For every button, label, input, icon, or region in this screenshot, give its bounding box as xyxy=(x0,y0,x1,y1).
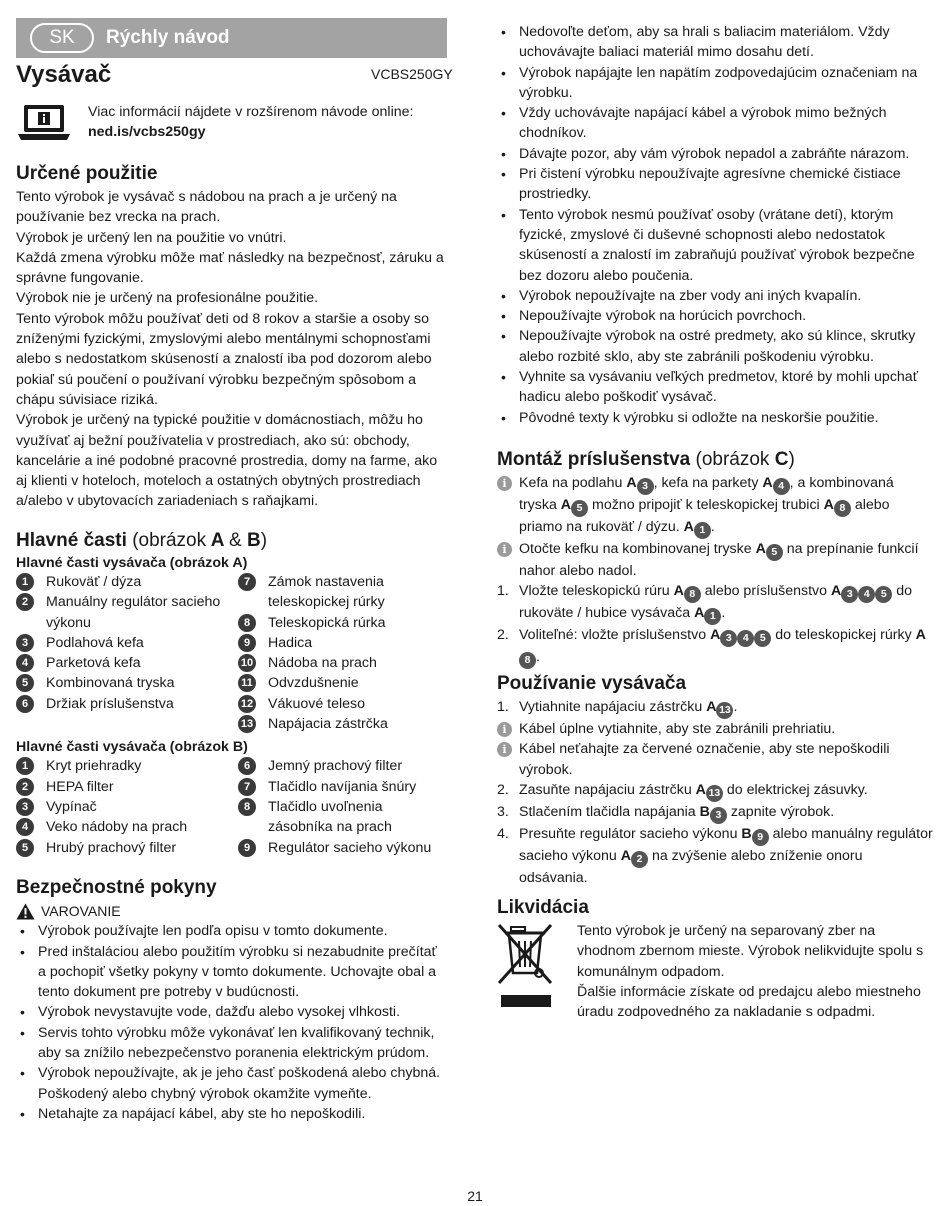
main-parts-section xyxy=(16,529,448,858)
usage-section xyxy=(497,672,933,888)
banner-title: Rýchly návod xyxy=(106,26,230,48)
part-item: 11 Odvzdušnenie xyxy=(238,673,448,693)
usage-step-2: 2. Zasuňte napájaciu zástrčku A 13 do elektrickej zásuvky. xyxy=(497,780,933,802)
usage-step-4: 4. Presuňte regulátor sacieho výkonu B 9 alebo manuálny regulátor sacieho výkonu A 2 na zvýšenie alebo zníženie onoru odsávania. xyxy=(497,825,933,886)
language-badge: SK xyxy=(30,23,94,53)
assembly-step-1: 1. Vložte teleskopickú rúru A 8 alebo príslušenstvo A 3 4 5 do rukoväte / hubice vysávača A 1 . xyxy=(497,581,933,625)
part-item: 4 Parketová kefa xyxy=(16,653,238,673)
part-item: 8 Teleskopická rúrka xyxy=(238,613,448,633)
intended-use-section xyxy=(16,162,448,512)
info-text: Viac informácií nájdete v rozšírenom návode online: xyxy=(88,104,414,120)
disposal-paragraph: Ďalšie informácie získate od predajcu alebo miestneho úradu zodpovedného za nakladanie s odpadmi. xyxy=(577,983,921,1021)
safety-item: • Výrobok nevystavujte vode, dažďu alebo vysokej vlhkosti. xyxy=(16,1002,448,1022)
part-item: 6 Jemný prachový filter xyxy=(238,756,448,776)
assembly-info-1: i Kefa na podlahu A 3 , kefa na parkety A 4 , a kombinovaná tryska A 5 možno pripojiť k teleskopickej trubici A 8 alebo priamo na rukoväť / dýzu. A 1 . xyxy=(497,473,933,539)
page-number: 21 xyxy=(467,1188,483,1204)
safety-item: • Netahajte za napájací kábel, aby ste ho nepoškodili. xyxy=(16,1104,448,1124)
safety-heading: Bezpečnostné pokyny xyxy=(16,877,217,898)
part-item: 6 Držiak príslušenstva xyxy=(16,694,238,714)
part-item: 1 Rukoväť / dýza xyxy=(16,572,238,592)
parts-a-list xyxy=(16,572,448,734)
assembly-heading: Montáž príslušenstva (obrázok C) xyxy=(497,449,795,470)
safety-item: • Výrobok nepoužívajte na zber vody ani iných kvapalín. xyxy=(497,286,933,306)
assembly-section xyxy=(497,448,933,669)
safety-item: • Nepoužívajte výrobok na horúcich povrchoch. xyxy=(497,306,933,326)
part-item: 4 Veko nádoby na prach xyxy=(16,817,238,837)
part-item: 13 Napájacia zástrčka xyxy=(238,714,448,734)
safety-item: • Tento výrobok nesmú používať osoby (vrátane detí), ktorým fyzické, zmyslové či duševné schopnosti alebo nedostatok skúseností a znalostí im zabraňujú používať výrobok bezpečne bez dozoru alebo poučenia. xyxy=(497,205,933,286)
crossed-bin-icon xyxy=(497,921,555,1009)
part-item: 5 Kombinovaná tryska xyxy=(16,673,238,693)
intended-use-paragraph: Výrobok nie je určený na profesionálne použitie. xyxy=(16,290,319,307)
product-title: Vysávač xyxy=(16,61,112,88)
safety-item: • Výrobok nepoužívajte, ak je jeho časť poškodená alebo chybná. Poškodený alebo chybný výrobok okamžite vymeňte. xyxy=(16,1063,448,1104)
laptop-info-icon xyxy=(18,104,70,142)
usage-step-1: 1. Vytiahnite napájaciu zástrčku A 13 . xyxy=(497,697,933,719)
main-parts-heading: Hlavné časti (obrázok A & B) xyxy=(16,530,268,551)
part-item: 1 Kryt priehradky xyxy=(16,756,238,776)
safety-continued xyxy=(497,22,933,428)
intended-use-paragraph: Výrobok je určený na typické použitie v domácnostiach, môžu ho využívať aj bežní používatelia v prostrediach, ako sú: obchody, kancelárie a iné podobné pracovné prostredia, domy na farme, ako aj klienti v hoteloch, moteloch a ostatných obytných prostrediach a/alebo v ubytovacích zariadeniach s raňajkami. xyxy=(16,412,438,510)
disposal-section xyxy=(497,896,933,1022)
part-item: 10 Nádoba na prach xyxy=(238,653,448,673)
part-item: 12 Vákuové teleso xyxy=(238,694,448,714)
disposal-paragraph: Tento výrobok je určený na separovaný zber na vhodnom zbernom mieste. Výrobok nelikvidujte spolu s komunálnym odpadom. xyxy=(577,923,924,980)
safety-item: • Nepoužívajte výrobok na ostré predmety, ako sú klince, skrutky alebo rozbité sklo, aby ste zabránili poškodeniu výrobku. xyxy=(497,326,933,367)
warning-label: VAROVANIE xyxy=(16,901,448,921)
parts-b-title: Hlavné časti vysávača (obrázok B) xyxy=(16,739,248,756)
part-item: 3 Podlahová kefa xyxy=(16,633,238,653)
safety-item: • Výrobok používajte len podľa opisu v tomto dokumente. xyxy=(16,921,448,941)
intended-use-paragraph: Každá zmena výrobku môže mať následky na bezpečnosť, záruku a správne fungovanie. xyxy=(16,249,444,287)
info-icon: i xyxy=(497,476,512,491)
info-icon: i xyxy=(497,722,512,737)
part-item: 3 Vypínač xyxy=(16,797,238,817)
usage-info-1: i Kábel úplne vytiahnite, aby ste zabránili prehriatiu. xyxy=(497,719,933,739)
safety-item: • Servis tohto výrobku môže vykonávať len kvalifikovaný technik, aby sa znížilo nebezpečenstvo poranenia elektrickým prúdom. xyxy=(16,1023,448,1064)
part-item: 2 Manuálny regulátor sacieho výkonu xyxy=(16,592,238,633)
part-item: 2 HEPA filter xyxy=(16,777,238,797)
disposal-heading: Likvidácia xyxy=(497,897,589,918)
intended-use-paragraph: Tento výrobok je vysávač s nádobou na prach a je určený na používanie bez vrecka na prach. xyxy=(16,189,397,226)
usage-heading: Používanie vysávača xyxy=(497,673,687,694)
assembly-info-2: i Otočte kefku na kombinovanej tryske A 5 na prepínanie funkcií nahor alebo nadol. xyxy=(497,539,933,581)
model-number: VCBS250GY xyxy=(371,66,453,82)
intended-use-paragraph: Výrobok je určený len na použitie vo vnútri. xyxy=(16,229,287,246)
safety-item: • Pri čistení výrobku nepoužívajte agresívne chemické čistiace prostriedky. xyxy=(497,164,933,205)
header-banner xyxy=(16,18,447,58)
safety-item: • Nedovoľte deťom, aby sa hrali s baliacim materiálom. Vždy uchovávajte baliaci materiál mimo dosahu detí. xyxy=(497,22,933,63)
part-item: 8 Tlačidlo uvoľnenia zásobníka na prach xyxy=(238,797,448,838)
intended-use-paragraph: Tento výrobok môžu používať deti od 8 rokov a staršie a osoby so zníženými fyzickými, zmyslovými alebo mentálnymi schopnosťami alebo s nedostatkom skúseností a znalostí iba pod dozorom alebo pokiaľ sú poučení o používaní výrobku bezpečným spôsobom a chápu súvisiace riziká. xyxy=(16,310,432,408)
info-icon: i xyxy=(497,542,512,557)
safety-item: • Pred inštaláciou alebo použitím výrobku si nezabudnite prečítať a pochopiť všetky pokyny v tomto dokumente. Uchovajte obal a tento dokument pre potreby v budúcnosti. xyxy=(16,942,448,1003)
usage-step-3: 3. Stlačením tlačidla napájania B 3 zapnite výrobok. xyxy=(497,802,933,824)
info-icon: i xyxy=(497,742,512,757)
assembly-step-2: 2. Voliteľné: vložte príslušenstvo A 3 4 5 do teleskopickej rúrky A8 . xyxy=(497,625,933,669)
safety-list-left xyxy=(16,921,448,1124)
online-manual-link[interactable]: ned.is/vcbs250gy xyxy=(88,124,206,141)
safety-item: • Pôvodné texty k výrobku si odložte na neskoršie použitie. xyxy=(497,408,933,428)
usage-info-2: i Kábel neťahajte za červené označenie, aby ste nepoškodili výrobok. xyxy=(497,739,933,780)
part-item: 5 Hrubý prachový filter xyxy=(16,838,238,858)
warning-triangle-icon xyxy=(16,903,35,920)
part-item: 9 Regulátor sacieho výkonu xyxy=(238,838,448,858)
safety-list-right xyxy=(497,22,933,428)
part-item: 7 Tlačidlo navíjania šnúry xyxy=(238,777,448,797)
safety-item: • Vyhnite sa vysávaniu veľkých predmetov, ktoré by mohli upchať hadicu alebo poškodiť vysávač. xyxy=(497,367,933,408)
parts-a-title: Hlavné časti vysávača (obrázok A) xyxy=(16,555,248,571)
parts-b-list xyxy=(16,756,448,857)
safety-item: • Vždy uchovávajte napájací kábel a výrobok mimo bežných chodníkov. xyxy=(497,103,933,144)
safety-item: • Výrobok napájajte len napätím zodpovedajúcim označeniam na výrobku. xyxy=(497,63,933,104)
safety-section xyxy=(16,876,448,1124)
safety-item: • Dávajte pozor, aby vám výrobok nepadol a zabráňte nárazom. xyxy=(497,144,933,164)
intended-use-heading: Určené použitie xyxy=(16,163,158,184)
part-item: 9 Hadica xyxy=(238,633,448,653)
part-item: 7 Zámok nastavenia teleskopickej rúrky xyxy=(238,572,448,613)
